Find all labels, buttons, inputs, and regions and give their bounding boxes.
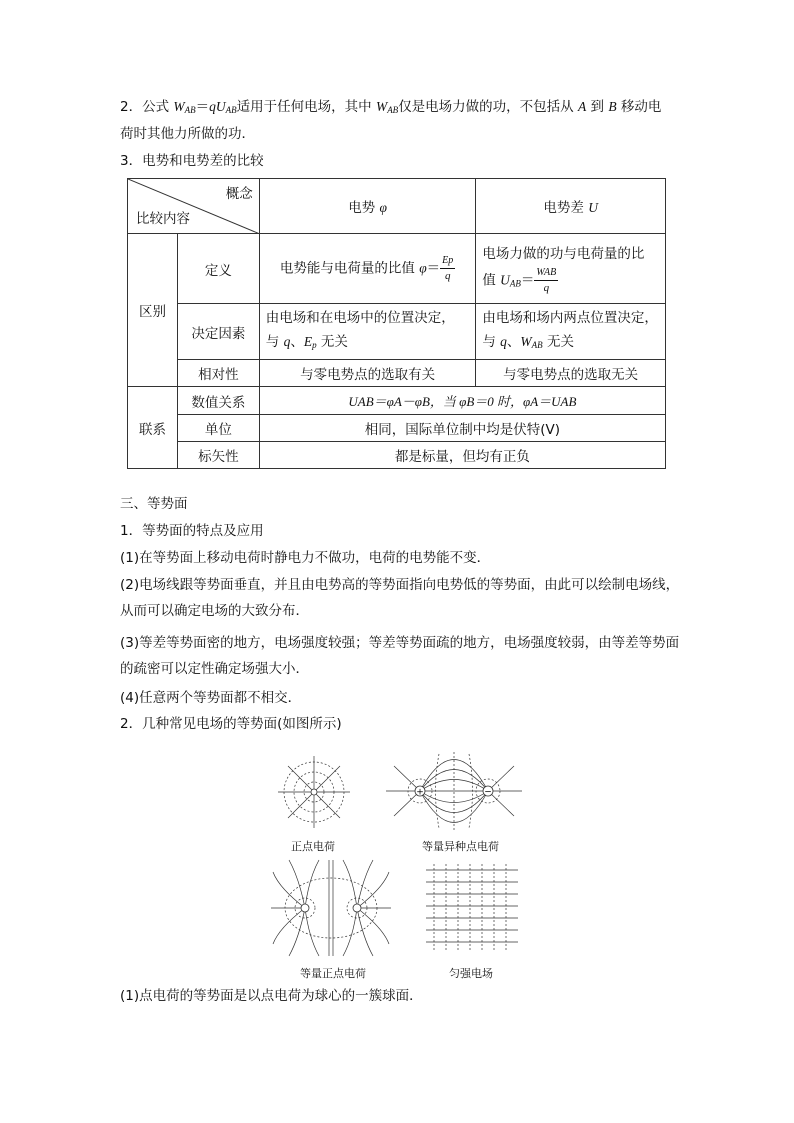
cell-unit: 相同，国际单位制中均是伏特(V): [259, 415, 665, 442]
text: 2．公式: [120, 99, 174, 115]
formula-paragraph: [120, 97, 661, 120]
subscript: AB: [387, 105, 399, 115]
two-positive-charges-figure: [269, 858, 393, 958]
row-label-unit: 单位: [177, 415, 259, 442]
item-2: (2)电场线跟等势面垂直，并且由电势高的等势面指向电势低的等势面，由此可以绘制电场线，从而可以确定电场的大致分布．: [120, 577, 680, 619]
text: 到: [586, 99, 609, 115]
caption-two-positive: 等量正点电荷: [300, 967, 366, 980]
minus-sign: −: [484, 787, 492, 798]
item-3: (3)等差等势面密的地方，电场强度较强；等差等势面疏的地方，电场强度较弱，由等差等势面的疏密可以定性确定场强大小．: [120, 635, 680, 677]
positive-charge-figure: [276, 754, 352, 830]
comparison-heading: 3．电势和电势差的比较: [120, 153, 264, 169]
cell-potential-definition: 电势能与电荷量的比值 φ＝ $\frac{Ep}{q}$: [259, 234, 476, 304]
caption-dipole: 等量异种点电荷: [422, 840, 499, 853]
fraction-ep-q: $\frac{Ep}{q}$: [442, 255, 454, 282]
row-label-numeric: 数值关系: [177, 387, 259, 415]
fraction-wab-q: $\frac{\text{WAB}}{q}$: [536, 266, 557, 294]
symbol-w: W: [173, 99, 185, 114]
cell-potential-factors: 由电场和在电场中的位置决定， 与 q、$E_p$ 无关: [259, 304, 476, 360]
row-label-relativity: 相对性: [177, 360, 259, 387]
point-charge-equipotential: (1)点电荷的等势面是以点电荷为球心的一簇球面．: [120, 988, 423, 1004]
caption-uniform-field: 匀强电场: [449, 967, 493, 980]
cell-difference-factors: 由电场和场内两点位置决定， 与 q、$W_{AB}$ 无关: [476, 304, 666, 360]
header-potential-difference: 电势差 U: [476, 179, 666, 234]
group-relation: 联系: [128, 387, 178, 469]
row-label-scalar: 标矢性: [177, 442, 259, 469]
item-1: (1)在等势面上移动电荷时静电力不做功，电荷的电势能不变．: [120, 550, 491, 566]
text: 移动电: [616, 99, 662, 115]
row-label-factors: 决定因素: [177, 304, 259, 360]
subscript: AB: [184, 105, 196, 115]
caption-positive-charge: 正点电荷: [291, 840, 335, 853]
subsection-common-fields: 2．几种常见电场的等势面(如图所示): [120, 716, 342, 732]
uniform-field-figure: [422, 862, 522, 952]
symbol-b: B: [608, 99, 617, 114]
cell-potential-relativity: 与零电势点的选取有关: [259, 360, 476, 387]
item-4: (4)任意两个等势面都不相交．: [120, 690, 302, 706]
text: ＝: [195, 99, 210, 115]
corner-top-label: 概念: [225, 186, 253, 202]
header-potential: 电势 φ: [259, 179, 476, 234]
comparison-table: [127, 178, 666, 469]
cell-scalar: 都是标量，但均有正负: [259, 442, 665, 469]
dipole-figure: [384, 748, 524, 834]
group-difference: 区别: [128, 234, 178, 387]
symbol-w: W: [375, 99, 388, 114]
plus-sign: +: [416, 787, 424, 798]
formula-paragraph-line2: 荷时其他力所做的功．: [120, 126, 255, 142]
cell-difference-definition: 电场力做的功与电荷量的比 值 $U_{AB}=$ $\frac{\text{WAB}}{q}$: [476, 234, 666, 304]
symbol-qu: qU: [209, 99, 226, 114]
section-equipotential-title: 三、等势面: [120, 496, 188, 512]
symbol-a: A: [577, 99, 587, 114]
text: 仅是电场力做的功，不包括从: [398, 99, 578, 115]
text: 适用于任何电场，其中: [236, 99, 376, 115]
table-corner-cell: [128, 179, 260, 234]
corner-bottom-label: 比较内容: [136, 211, 190, 227]
row-label-definition: 定义: [177, 234, 259, 304]
subscript: AB: [225, 105, 237, 115]
cell-numeric-relation: UAB＝φA－φB，当 φB＝0 时，φA＝UAB: [259, 387, 665, 415]
cell-difference-relativity: 与零电势点的选取无关: [476, 360, 666, 387]
subsection-features: 1．等势面的特点及应用: [120, 523, 264, 539]
